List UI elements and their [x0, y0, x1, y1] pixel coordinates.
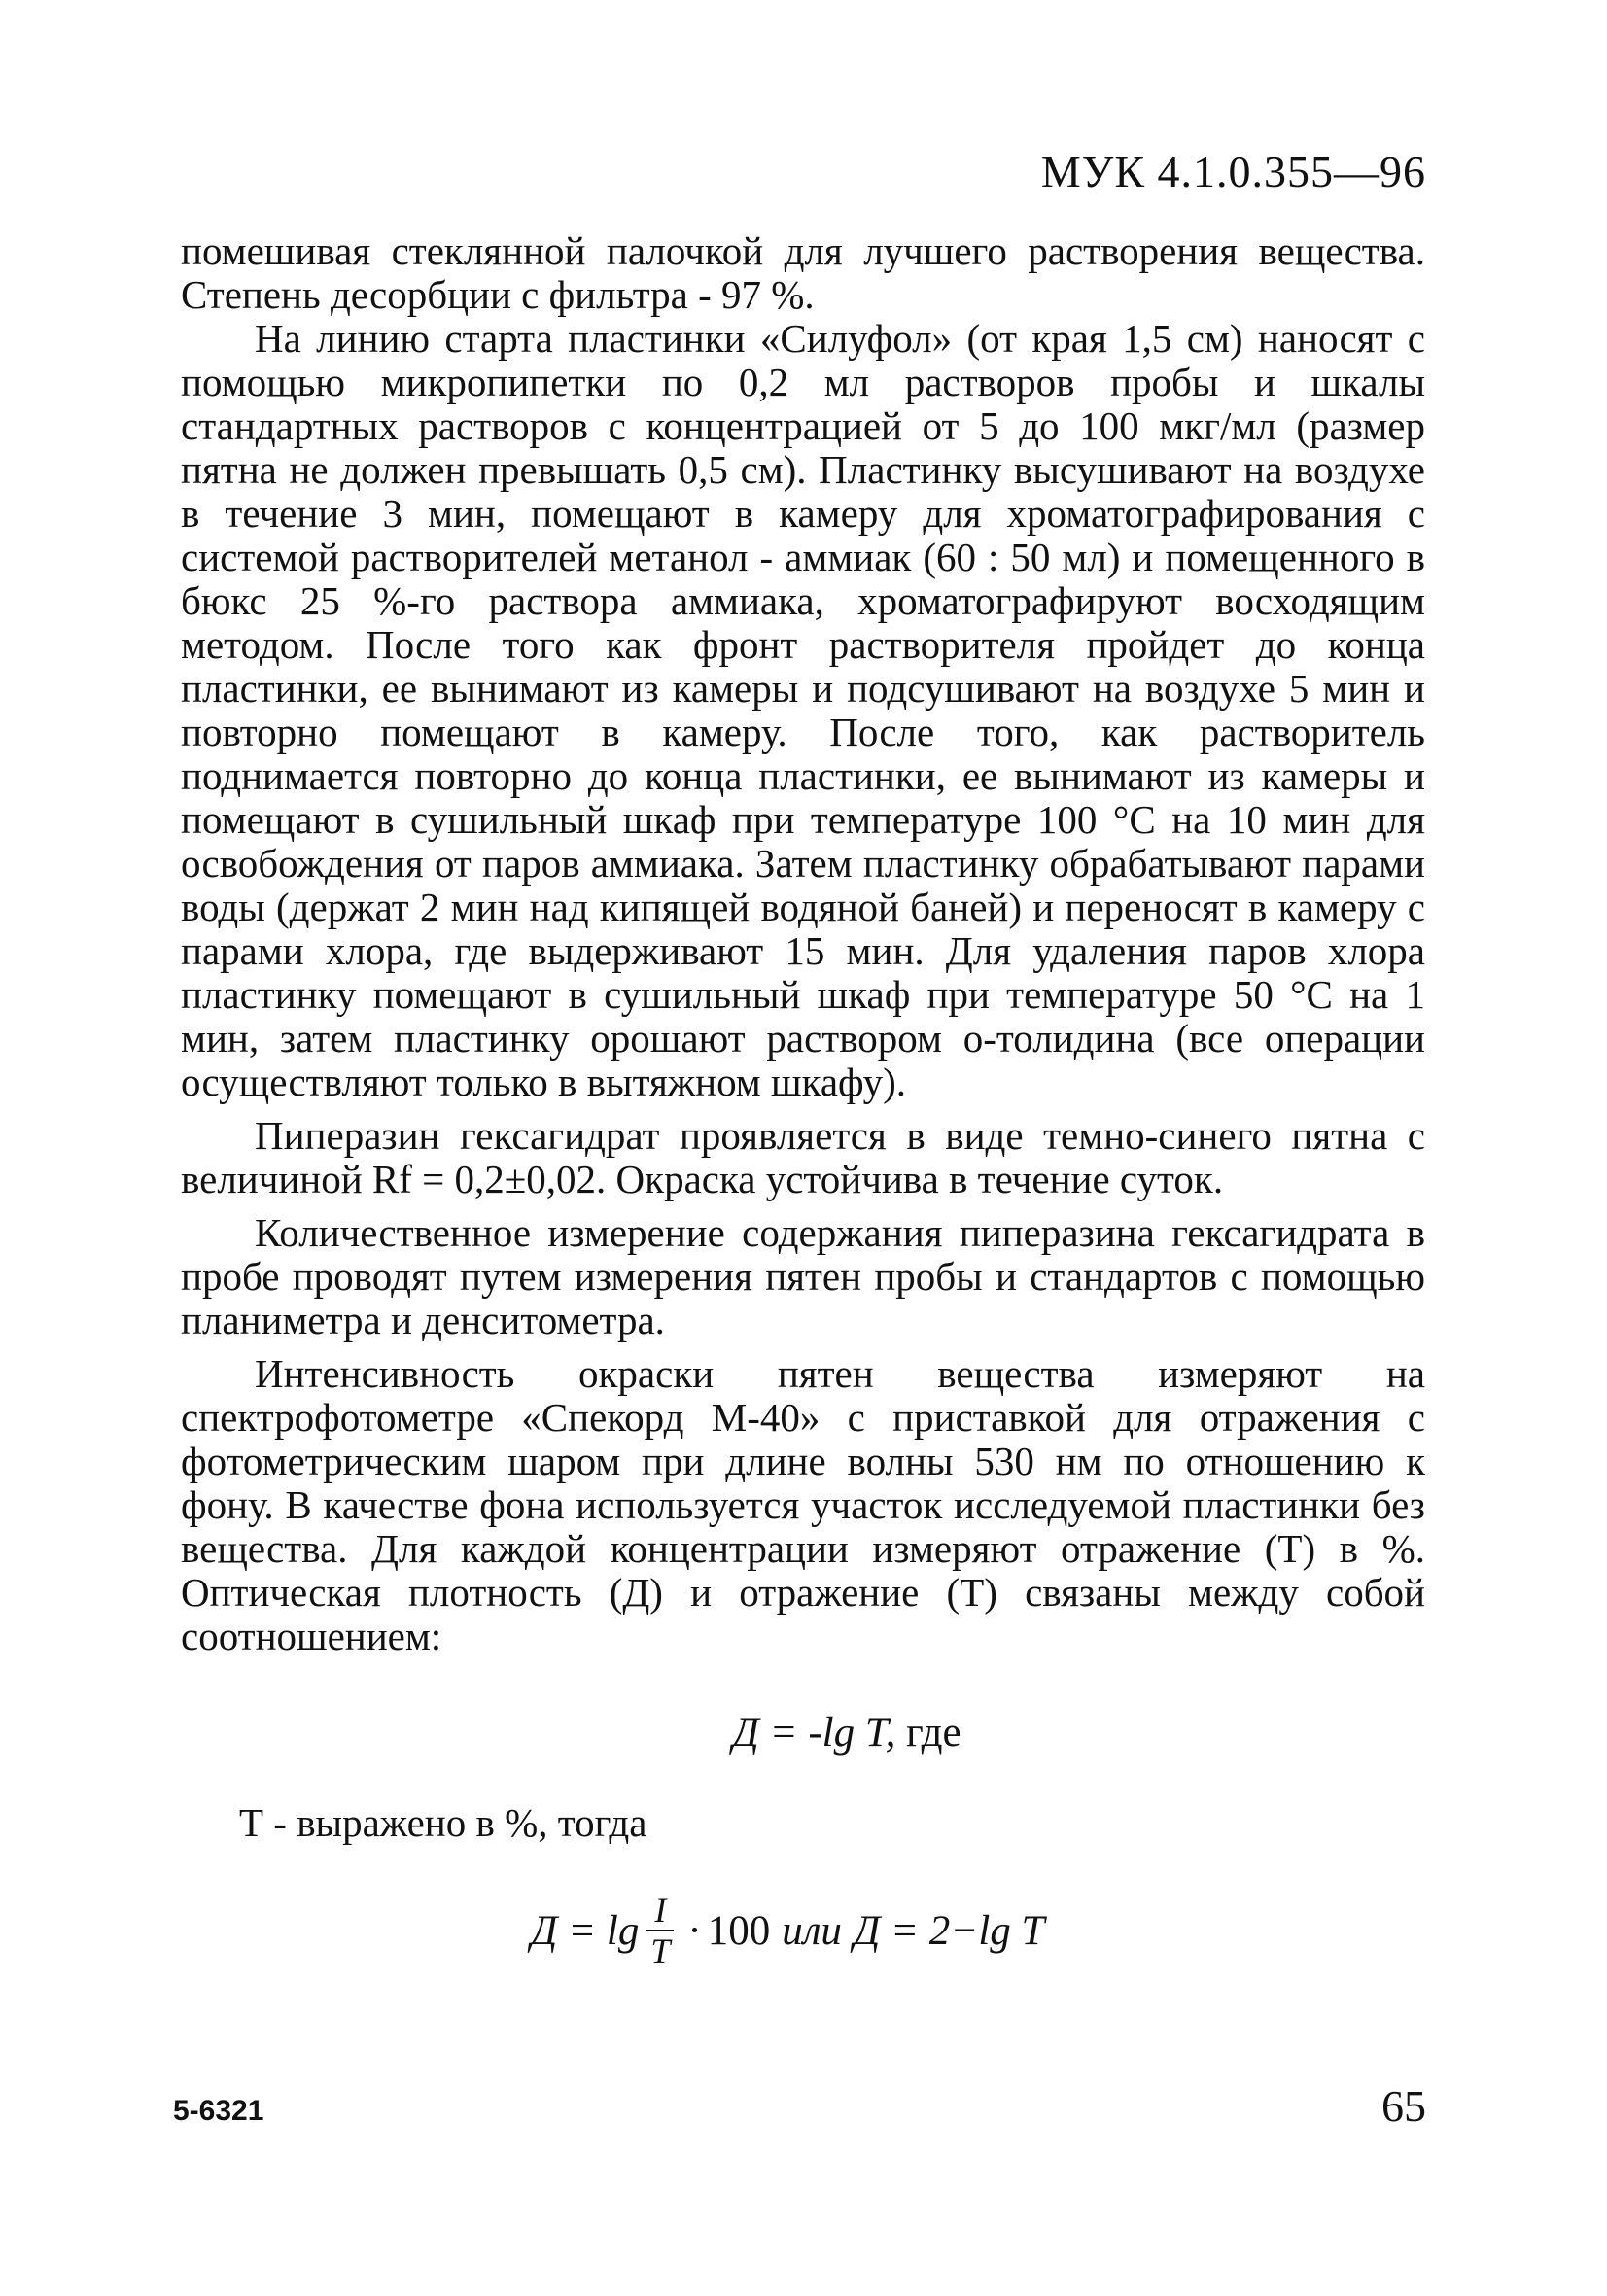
document-code: МУК 4.1.0.355—96: [1040, 147, 1426, 196]
formula2-fraction: [646, 1893, 674, 1968]
paragraph-chromatography: На линию старта пластинки «Силуфол» (от края 1,5 см) наносят с помощью микропипетки по 0,2 мл растворов пробы и шкалы стандартных растворов с концентрацией от 5 до 100 мкг/мл (размер пятна не должен превышать 0,5 см). Пластинку высушивают на воздухе в течение 3 мин, помещают в камеру для хроматографирования с системой растворителей метанол - аммиак (60 : 50 мл) и помещенного в бюкс 25 %-го раствора аммиака, хроматографируют восходящим методом. После того как фронт растворителя пройдет до конца пластинки, ее вынимают из камеры и подсушивают на воздухе 5 мин и повторно помещают в камеру. После того, как растворитель поднимается повторно до конца пластинки, ее вынимают из камеры и помещают в сушильный шкаф при температуре 100 °С на 10 мин для освобождения от паров аммиака. Затем пластинку обрабатывают парами воды (держат 2 мин над кипящей водяной баней) и переносят в камеру с парами хлора, где выдерживают 15 мин. Для удаления паров хлора пластинку помещают в сушильный шкаф при температуре 50 °С на 1 мин, затем пластинку орошают раствором о-толидина (все операции осуществляют только в вытяжном шкафу).: [181, 316, 1425, 1104]
paragraph-piperazine: Пиперазин гексагидрат проявляется в виде темно-синего пятна с величиной Rf = 0,2±0,02. Окраска устойчива в течение суток.: [181, 1113, 1425, 1201]
multiplication-dot: ·: [687, 1907, 702, 1954]
formula-suffix: где: [906, 1710, 961, 1756]
formula-expression: Д = -lg T,: [732, 1710, 896, 1756]
page-number: 65: [1381, 2081, 1426, 2131]
page-body: [181, 229, 1425, 1968]
formula-optical-density: [181, 1709, 1425, 1757]
print-code: 5-6321: [173, 2095, 264, 2127]
fraction-numerator: I: [654, 1891, 667, 1930]
t-definition-line: Т - выражено в %, тогда: [239, 1800, 647, 1845]
formula2-factor: 100: [707, 1907, 771, 1954]
paragraph-intensity: Интенсивность окраски пятен вещества измеряют на спектрофотометре «Спекорд М-40» с приставкой для отражения с фотометрическим шаром при длине волны 530 нм по отношению к фону. В качестве фона используется участок исследуемой пластинки без вещества. Для каждой концентрации измеряют отражение (Т) в %. Оптическая плотность (Д) и отражение (Т) связаны между собой соотношением:: [181, 1351, 1425, 1658]
formula-density-conversion: [181, 1893, 1425, 1968]
formula2-connector: или: [782, 1907, 842, 1954]
fraction-denominator: T: [650, 1931, 671, 1970]
paragraph-continuation: помешивая стеклянной палочкой для лучшего растворения вещества. Степень десорбции с фильтра - 97 %.: [181, 228, 1425, 317]
paragraph-quantitative: Количественное измерение содержания пиперазина гексагидрата в пробе проводят путем измерения пятен пробы и стандартов с помощью планиметра и денситометра.: [181, 1210, 1425, 1342]
formula2-lhs: Д = lg: [531, 1907, 640, 1954]
formula2-rhs: Д = 2−lg T: [853, 1907, 1045, 1954]
